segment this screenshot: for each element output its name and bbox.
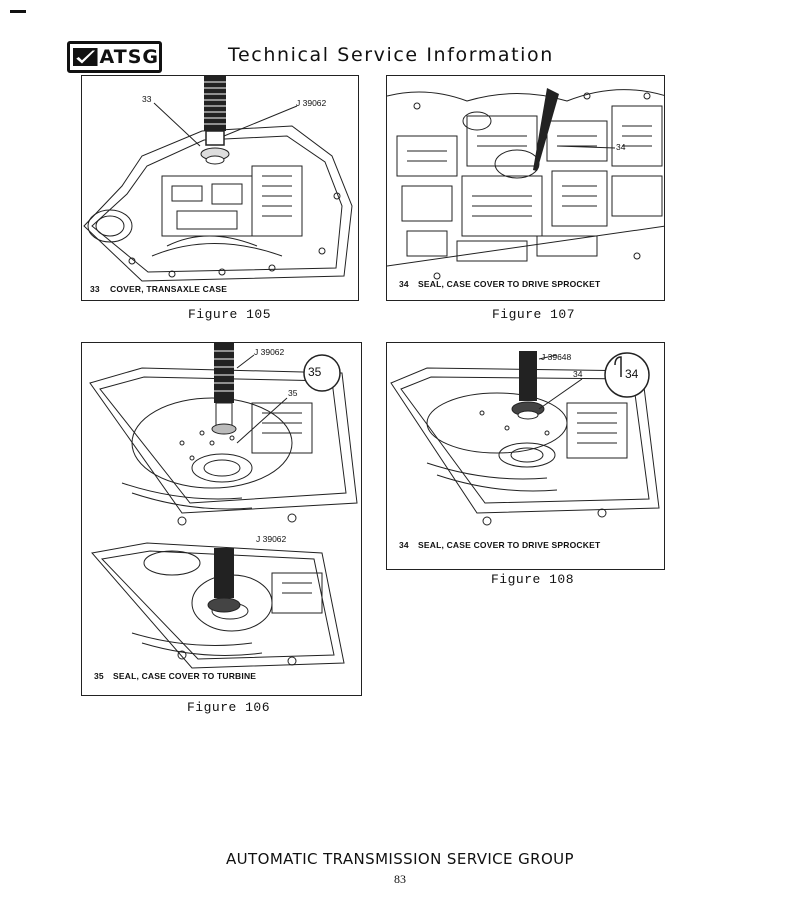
figure-106-illustration [81,342,362,696]
callout-j39062-lower: J 39062 [256,534,287,544]
figure-108-label: Figure 108 [491,572,575,587]
logo-text: ATSG [99,46,159,68]
case-cover-turbine-drawing [82,343,362,696]
figure-108-illustration [386,342,665,570]
callout-35: 35 [288,388,298,398]
callout-j39062: J 39062 [254,347,285,357]
callout-35-inset: 35 [308,365,322,379]
caption-number: 33 [90,284,100,294]
callout-33: 33 [142,94,152,104]
page-title: Technical Service Information [228,44,554,66]
figure-107-label: Figure 107 [492,307,576,322]
case-cover-sprocket-drawing [387,343,665,570]
callout-j39062: J 39062 [296,98,327,108]
figure-105-illustration [81,75,359,301]
caption-number: 34 [399,540,409,550]
caption-text: SEAL, CASE COVER TO DRIVE SPROCKET [418,279,601,289]
figure-106-label: Figure 106 [187,700,271,715]
callout-34: 34 [573,369,583,379]
checkmark-icon [73,46,98,68]
callout-34: 34 [616,142,626,152]
caption-number: 35 [94,671,104,681]
transaxle-case-drawing [82,76,359,301]
atsg-logo [67,41,162,73]
valve-body-drawing [387,76,665,301]
caption-text: SEAL, CASE COVER TO DRIVE SPROCKET [418,540,601,550]
footer-organization: AUTOMATIC TRANSMISSION SERVICE GROUP [226,850,574,868]
callout-j39648: J 39648 [541,352,572,362]
page-number: 83 [394,872,406,886]
figure-105-label: Figure 105 [188,307,272,322]
callout-34-inset: 34 [625,367,639,381]
caption-text: SEAL, CASE COVER TO TURBINE [113,671,257,681]
caption-text: COVER, TRANSAXLE CASE [110,284,228,294]
margin-mark [10,10,26,13]
figure-107-illustration [386,75,665,301]
caption-number: 34 [399,279,409,289]
